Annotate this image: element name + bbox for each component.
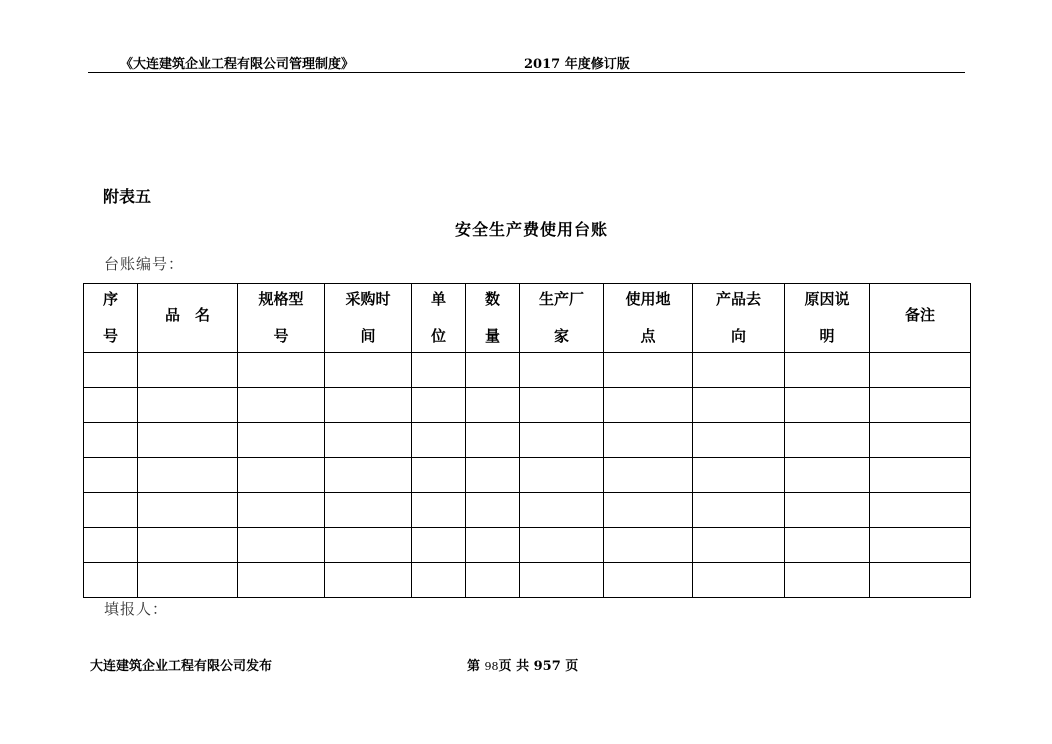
table-row (84, 353, 971, 388)
table-cell[interactable] (238, 493, 325, 528)
column-header-top: 单 (430, 290, 446, 308)
table-cell[interactable] (520, 353, 604, 388)
table-cell[interactable] (870, 388, 971, 423)
table-cell[interactable] (466, 423, 520, 458)
column-header-bottom: 点 (640, 327, 656, 345)
table-cell[interactable] (325, 528, 412, 563)
table-cell[interactable] (325, 563, 412, 598)
page-mid: 页 共 (498, 659, 530, 674)
column-header-label (466, 284, 519, 346)
table-cell[interactable] (84, 423, 138, 458)
table-cell[interactable] (604, 563, 693, 598)
table-cell[interactable] (785, 388, 870, 423)
table-cell[interactable] (520, 563, 604, 598)
header-divider (88, 72, 965, 73)
column-header-label (84, 284, 137, 346)
table-row (84, 458, 971, 493)
column-header (520, 284, 604, 353)
table-row (84, 563, 971, 598)
column-header-bottom: 量 (484, 327, 500, 345)
table-cell[interactable] (870, 563, 971, 598)
table-cell[interactable] (693, 423, 785, 458)
column-header-label: 备注 (904, 305, 935, 324)
table-cell[interactable] (238, 528, 325, 563)
appendix-label: 附表五 (103, 187, 152, 206)
table-cell[interactable] (412, 493, 466, 528)
table-cell[interactable] (466, 563, 520, 598)
table-cell[interactable] (84, 458, 138, 493)
column-header-bottom: 号 (273, 327, 289, 345)
table-cell[interactable] (325, 423, 412, 458)
table-cell[interactable] (785, 563, 870, 598)
column-header (604, 284, 693, 353)
column-header-label (325, 284, 411, 346)
column-header-top: 数 (484, 290, 500, 308)
table-cell[interactable] (870, 458, 971, 493)
footer-page-number (467, 655, 578, 674)
table-cell[interactable] (466, 493, 520, 528)
column-header (785, 284, 870, 353)
table-cell[interactable] (238, 563, 325, 598)
column-header-label (520, 284, 603, 346)
table-cell[interactable] (604, 388, 693, 423)
column-header-label (238, 284, 324, 346)
page-current: 98 (484, 660, 499, 673)
page-suffix: 页 (565, 659, 579, 674)
table-row (84, 493, 971, 528)
table-cell[interactable] (325, 493, 412, 528)
table-cell[interactable] (520, 493, 604, 528)
table-row (84, 423, 971, 458)
table-cell[interactable] (412, 423, 466, 458)
column-header-label (604, 284, 692, 346)
table-cell[interactable] (238, 423, 325, 458)
table-cell[interactable] (604, 528, 693, 563)
table-cell[interactable] (138, 528, 238, 563)
table-cell[interactable] (238, 458, 325, 493)
table-cell[interactable] (138, 423, 238, 458)
table-cell[interactable] (138, 493, 238, 528)
table-cell[interactable] (238, 388, 325, 423)
column-header-bottom: 明 (819, 327, 835, 345)
table-cell[interactable] (84, 563, 138, 598)
table-cell[interactable] (870, 528, 971, 563)
column-header (84, 284, 138, 353)
table-cell[interactable] (412, 528, 466, 563)
table-cell[interactable] (84, 493, 138, 528)
column-header-label (412, 284, 465, 346)
table-cell[interactable] (520, 528, 604, 563)
table-cell[interactable] (84, 388, 138, 423)
table-cell[interactable] (138, 563, 238, 598)
column-header-bottom: 向 (730, 327, 746, 345)
column-header-top: 序 (102, 290, 118, 308)
table-cell[interactable] (412, 458, 466, 493)
table-cell[interactable] (138, 388, 238, 423)
table-row (84, 388, 971, 423)
table-cell[interactable] (870, 493, 971, 528)
page-prefix: 第 (467, 659, 481, 674)
table-cell[interactable] (466, 458, 520, 493)
table-cell[interactable] (693, 528, 785, 563)
column-header-label (785, 284, 869, 346)
table-cell[interactable] (604, 423, 693, 458)
page-total: 957 (533, 659, 561, 674)
table-header-row (84, 284, 971, 353)
table-cell[interactable] (693, 353, 785, 388)
table-cell[interactable] (325, 353, 412, 388)
table-cell[interactable] (466, 353, 520, 388)
table-cell[interactable] (693, 458, 785, 493)
table-cell[interactable] (693, 563, 785, 598)
header-edition: 2017 年度修订版 (524, 57, 630, 72)
table-cell[interactable] (785, 423, 870, 458)
table-cell[interactable] (870, 353, 971, 388)
table-cell[interactable] (604, 458, 693, 493)
column-header-top: 采购时 (345, 290, 391, 308)
table-cell[interactable] (412, 563, 466, 598)
table-cell[interactable] (84, 353, 138, 388)
table-cell[interactable] (693, 388, 785, 423)
safety-fee-ledger-table (83, 283, 971, 598)
table-cell[interactable] (785, 528, 870, 563)
table-cell[interactable] (520, 458, 604, 493)
form-title: 安全生产费使用台账 (455, 220, 609, 239)
table-cell[interactable] (238, 353, 325, 388)
column-header (693, 284, 785, 353)
table-cell[interactable] (785, 353, 870, 388)
column-header (238, 284, 325, 353)
table-cell[interactable] (604, 353, 693, 388)
table-cell[interactable] (325, 458, 412, 493)
column-header (325, 284, 412, 353)
ledger-number-label: 台账编号： (104, 255, 185, 273)
table-cell[interactable] (325, 388, 412, 423)
column-header (466, 284, 520, 353)
column-header-top: 规格型 (258, 290, 304, 308)
column-header (138, 284, 238, 353)
table-cell[interactable] (466, 528, 520, 563)
column-header (412, 284, 466, 353)
column-header-label (693, 284, 784, 346)
column-header-top: 使用地 (625, 290, 671, 308)
footer-publisher: 大连建筑企业工程有限公司发布 (90, 659, 273, 674)
column-header-bottom: 位 (430, 327, 446, 345)
table-cell[interactable] (520, 388, 604, 423)
column-header-bottom: 家 (553, 327, 569, 345)
filler-label: 填报人： (104, 600, 169, 618)
table-row (84, 528, 971, 563)
table-cell[interactable] (870, 423, 971, 458)
table-cell[interactable] (604, 493, 693, 528)
table-cell[interactable] (785, 458, 870, 493)
table-cell[interactable] (466, 388, 520, 423)
column-header (870, 284, 971, 353)
table-cell[interactable] (412, 388, 466, 423)
column-header-bottom: 间 (360, 327, 376, 345)
table-cell[interactable] (138, 458, 238, 493)
table-cell[interactable] (412, 353, 466, 388)
column-header-top: 产品去 (715, 290, 761, 308)
column-header-label: 品 名 (164, 305, 210, 324)
column-header-bottom: 号 (102, 327, 118, 345)
table-cell[interactable] (520, 423, 604, 458)
header-title: 《大连建筑企业工程有限公司管理制度》 (120, 57, 355, 72)
column-header-top: 原因说 (804, 290, 850, 308)
table-cell[interactable] (693, 493, 785, 528)
column-header-top: 生产厂 (538, 290, 584, 308)
table-cell[interactable] (138, 353, 238, 388)
table-cell[interactable] (84, 528, 138, 563)
table-cell[interactable] (785, 493, 870, 528)
